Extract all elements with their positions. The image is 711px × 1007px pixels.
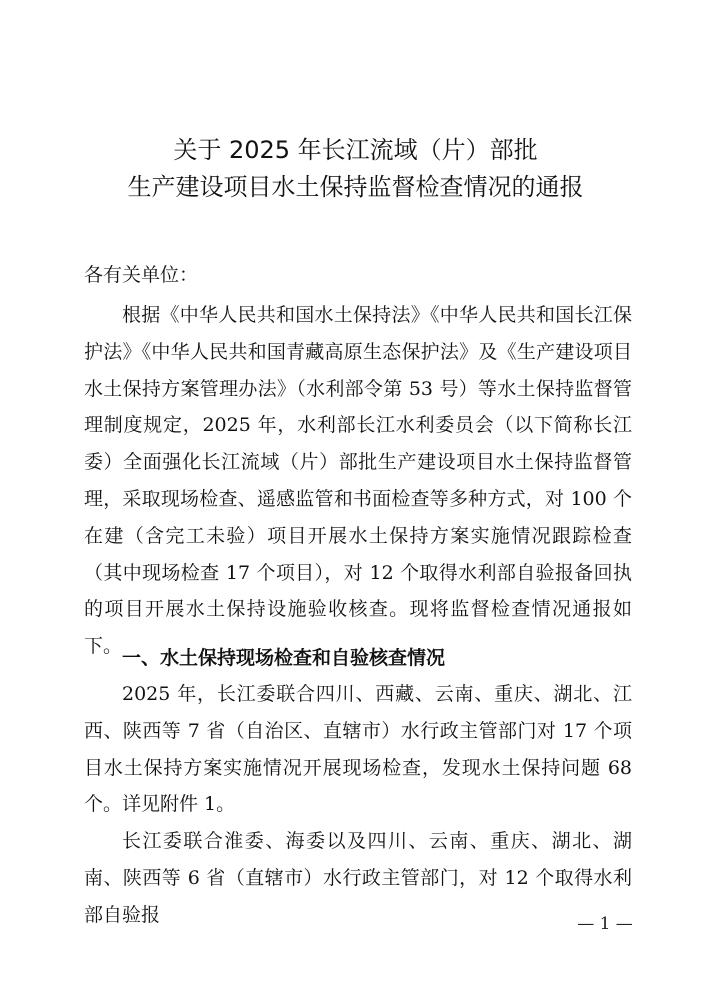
document-title-line1: 关于 2025 年长江流域（片）部批 — [173, 136, 538, 164]
salutation: 各有关单位： — [84, 264, 199, 286]
paragraph-2: 2025 年，长江委联合四川、西藏、云南、重庆、湖北、江西、陕西等 7 省（自治区、直辖市）水行政主管部门对 17 个项目水土保持方案实施情况开展现场检查，发现水土保持问题 68 个。详见附件 1。 — [84, 683, 632, 816]
paragraph-3: 长江委联合淮委、海委以及四川、云南、重庆、湖北、湖南、陕西等 6 省（直辖市）水行政主管部门，对 12 个取得水利部自验报 — [84, 830, 632, 926]
paragraph-1: 根据《中华人民共和国水土保持法》《中华人民共和国长江保护法》《中华人民共和国青藏高原生态保护法》及《生产建设项目水土保持方案管理办法》（水利部令第 53 号）等水土保持监督管理制度规定，2025 年，水利部长江水利委员会（以下简称长江委）全面强化长江流域（片）部批生产建设项目水土保持监督管理，采取现场检查、遥感监管和书面检查等多种方式，对 100 个在建（含完工未验）项目开展水土保持方案实施情况跟踪检查（其中现场检查 17 个项目），对 12 个取得水利部自验报备回执的项目开展水土保持设施验收核查。现将监督检查情况通报如下。 — [84, 304, 632, 658]
document-title-line2: 生产建设项目水土保持监督检查情况的通报 — [127, 173, 584, 201]
page-number: — 1 — — [577, 914, 633, 934]
section-heading-1: 一、水土保持现场检查和自验核查情况 — [122, 647, 446, 669]
